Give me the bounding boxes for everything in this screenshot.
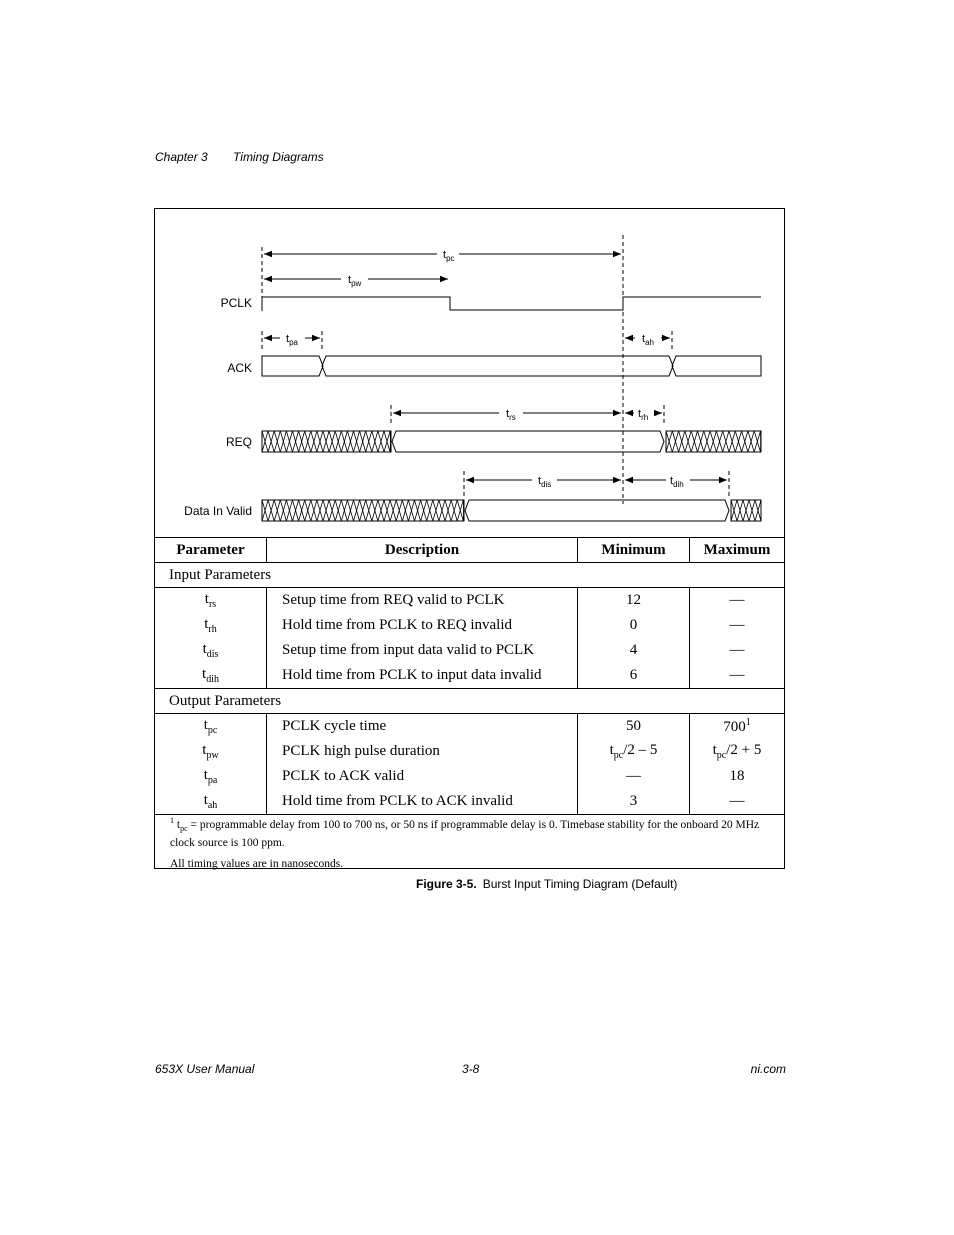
signal-label-ack: ACK [227,361,252,375]
timing-label-tpa: $t_{pa}$ [286,333,298,347]
footer-site: ni.com [750,1062,786,1076]
param-max: $700^1$ [723,717,751,735]
param-max: $t_{pc}/2 + 5$ [712,742,762,761]
signal-label-pclk: PCLK [220,296,252,310]
col-header-description: Description [267,538,578,563]
chapter-label: Chapter 3 [155,150,208,164]
footnote-ref: 1 [745,717,751,728]
caption-text: Burst Input Timing Diagram (Default) [482,877,678,891]
group-row-input [155,563,784,588]
param-description: Setup time from REQ valid to PCLK [267,588,578,614]
param-max: 18 [729,768,745,784]
timing-label-tdih: $t_{dih}$ [670,475,684,489]
running-header [155,150,346,164]
caption-label: Figure 3-5. [416,877,477,891]
col-header-parameter: Parameter [155,538,267,563]
param-description: Hold time from PCLK to input data invalid [267,663,578,689]
param-max: — [690,789,785,815]
timing-label-tpc: $t_{pc}$ [443,249,455,263]
units-note: All timing values are in nanoseconds. [170,858,344,871]
timing-label-tah: $t_{ah}$ [642,333,654,347]
param-symbol: $t_{pw}$ [155,739,267,764]
param-min: 6 [578,663,690,689]
timing-label-trh: $t_{rh}$ [638,408,649,422]
table-row [155,714,784,740]
param-min: 0 [578,613,690,638]
table-notes [170,813,770,872]
param-description: Setup time from input data valid to PCLK [267,638,578,663]
param-min: 4 [578,638,690,663]
param-min: 50 [578,714,690,740]
param-max: — [729,592,745,608]
table-row [155,663,784,689]
footer-manual: 653X User Manual [155,1062,255,1076]
timing-label-tpw: $t_{pw}$ [348,274,362,288]
table-row [155,638,784,663]
group-row-output [155,689,784,714]
param-max: — [729,642,745,658]
param-symbol: $t_{pa}$ [155,764,267,789]
footer-page-number: 3-8 [462,1062,480,1076]
param-symbol: $t_{dih}$ [155,663,267,689]
figure-caption [416,877,677,891]
table-row [155,739,784,764]
param-description: Hold time from PCLK to REQ invalid [267,613,578,638]
param-symbol: $t_{pc}$ [155,714,267,740]
group-label-output: Output Parameters [155,689,784,714]
table-row [155,764,784,789]
timing-label-trs: $t_{rs}$ [506,408,516,422]
signal-label-req: REQ [225,435,252,449]
param-max: — [729,617,745,633]
param-symbol: $t_{ah}$ [155,789,267,815]
section-label: Timing Diagrams [233,150,324,164]
table-row [155,588,784,614]
table-row [155,613,784,638]
param-symbol: $t_{rh}$ [155,613,267,638]
group-label-input: Input Parameters [155,563,784,588]
param-description: PCLK high pulse duration [267,739,578,764]
footnote: $^1$ $t_{pc}$ = programmable delay from 100 to 700 ns, or 50 ns if programmable delay is 0. Timebase stability for the onboard 20 MHz clock source is 100 ppm. [170,816,760,850]
param-min: 3 [578,789,690,815]
col-header-maximum: Maximum [690,538,785,563]
param-description: PCLK to ACK valid [267,764,578,789]
param-min: 12 [578,588,690,614]
param-symbol: $t_{dis}$ [155,638,267,663]
table-header-row [155,538,784,563]
timing-diagram [155,209,784,537]
param-min: — [578,764,690,789]
param-symbol: $t_{rs}$ [155,588,267,614]
parameter-table [155,537,784,815]
param-min: $t_{pc}/2 - 5$ [578,739,690,764]
col-header-minimum: Minimum [578,538,690,563]
figure-box [154,208,785,869]
timing-label-tdis: $t_{dis}$ [538,475,552,489]
param-max: — [690,663,785,689]
signal-label-data-in-valid: Data In Valid [184,504,252,518]
param-description: PCLK cycle time [267,714,578,740]
table-row [155,789,784,815]
param-description: Hold time from PCLK to ACK invalid [267,789,578,815]
